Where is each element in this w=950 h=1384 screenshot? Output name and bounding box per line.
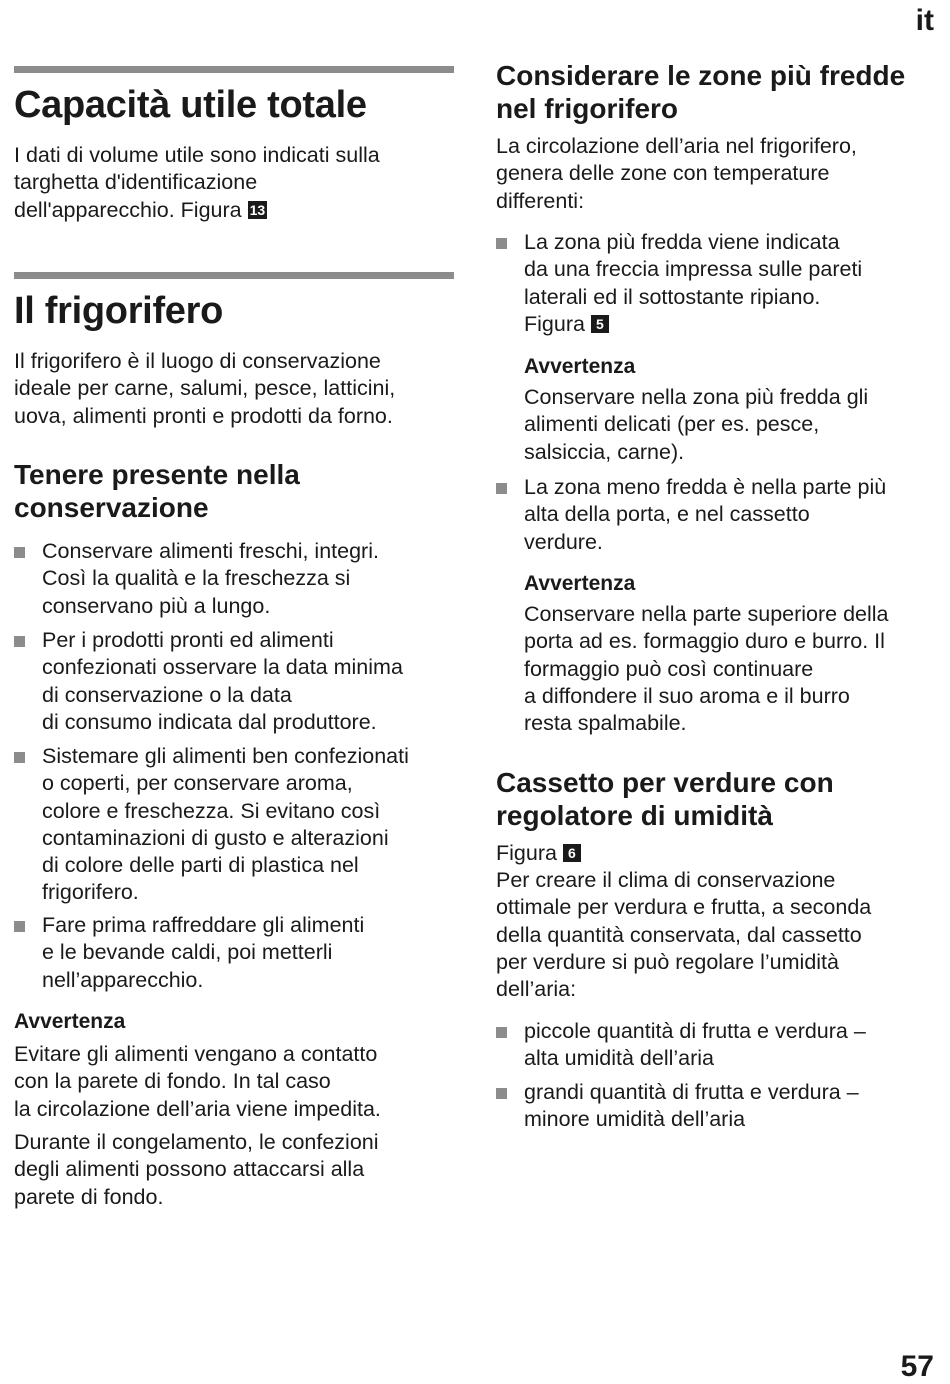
capacita-text: I dati di volume utile sono indicati sulla targhetta d'identificazione dell'apparecchio. Figura 13 [14, 143, 380, 222]
congelamento-text: Durante il congelamento, le confezioni degli alimenti possono attaccarsi alla parete di fondo. [14, 1130, 379, 1209]
list-item-text: piccole quantità di frutta e verdura – alta umidità dell’aria [524, 1019, 866, 1071]
heading-capacita: Capacità utile totale [14, 84, 367, 126]
frigorifero-text: Il frigorifero è il luogo di conservazione ideale per carne, salumi, pesce, latticini, uova, alimenti pronti e prodotti da forno. [14, 349, 396, 428]
heading-zone-fredde: Considerare le zone più fredde nel frigorifero [496, 60, 906, 124]
zone-intro-text: La circolazione dell’aria nel frigorifero, genera delle zone con temperature differenti: [496, 134, 857, 213]
figure-13-badge: 13 [249, 201, 266, 218]
list-item-text: Conservare alimenti freschi, integri. Così la qualità e la freschezza si conservano più a lungo. [42, 539, 379, 618]
heading-frigorifero: Il frigorifero [14, 290, 224, 332]
note-text: Conservare nella zona più fredda gli alimenti delicati (per es. pesce, salsiccia, carne). [524, 385, 869, 464]
bullet-square-icon [496, 1027, 507, 1038]
bullet-square-icon [496, 1088, 507, 1099]
section-divider [14, 66, 454, 73]
bullet-square-icon [14, 921, 25, 932]
heading-tenere-presente: Tenere presente nella conservazione [14, 459, 300, 523]
figure-5-badge: 5 [591, 315, 609, 333]
note-title: Avvertenza [14, 1010, 126, 1033]
bullet-square-icon [14, 752, 25, 763]
list-item-text: Sistemare gli alimenti ben confezionati o coperti, per conservare aroma, colore e freschezza. Si evitano così contaminazioni di gusto e alterazioni di colore delle parti di plastica nel frigorifero. [42, 744, 409, 905]
list-item-text: Per i prodotti pronti ed alimenti confezionati osservare la data minima di conservazione o la data di consumo indicata dal produttore. [42, 628, 403, 734]
list-item-text: La zona più fredda viene indicata da una freccia impressa sulle pareti laterali ed il sottostante ripiano. Figura 5 [524, 230, 863, 336]
page-number: 57 [900, 1350, 934, 1383]
list-item-text: Fare prima raffreddare gli alimenti e le bevande caldi, poi metterli nell’apparecchio. [42, 913, 365, 992]
section-divider [14, 272, 454, 279]
bullet-square-icon [14, 636, 25, 647]
list-item-text: La zona meno fredda è nella parte più alta della porta, e nel cassetto verdure. [524, 475, 887, 554]
note-title: Avvertenza [524, 355, 636, 378]
heading-cassetto-verdure: Cassetto per verdure con regolatore di umidità [496, 767, 834, 831]
bullet-square-icon [496, 483, 507, 494]
language-tag: it [915, 4, 934, 37]
bullet-square-icon [496, 238, 507, 249]
cassetto-figure-ref: Figura 6 [496, 840, 581, 867]
figure-6-badge: 6 [563, 844, 581, 862]
cassetto-text: Per creare il clima di conservazione ottimale per verdura e frutta, a seconda della quantità conservata, dal cassetto per verdure si può regolare l’umidità dell’aria: [496, 868, 872, 1002]
bullet-square-icon [14, 547, 25, 558]
list-item-text: grandi quantità di frutta e verdura – minore umidità dell’aria [524, 1080, 859, 1132]
note-text: Conservare nella parte superiore della porta ad es. formaggio duro e burro. Il formaggio può così continuare a diffondere il suo aroma e il burro resta spalmabile. [524, 602, 889, 736]
note-text: Evitare gli alimenti vengano a contatto con la parete di fondo. In tal caso la circolazione dell’aria viene impedita. [14, 1042, 381, 1121]
note-title: Avvertenza [524, 572, 636, 595]
